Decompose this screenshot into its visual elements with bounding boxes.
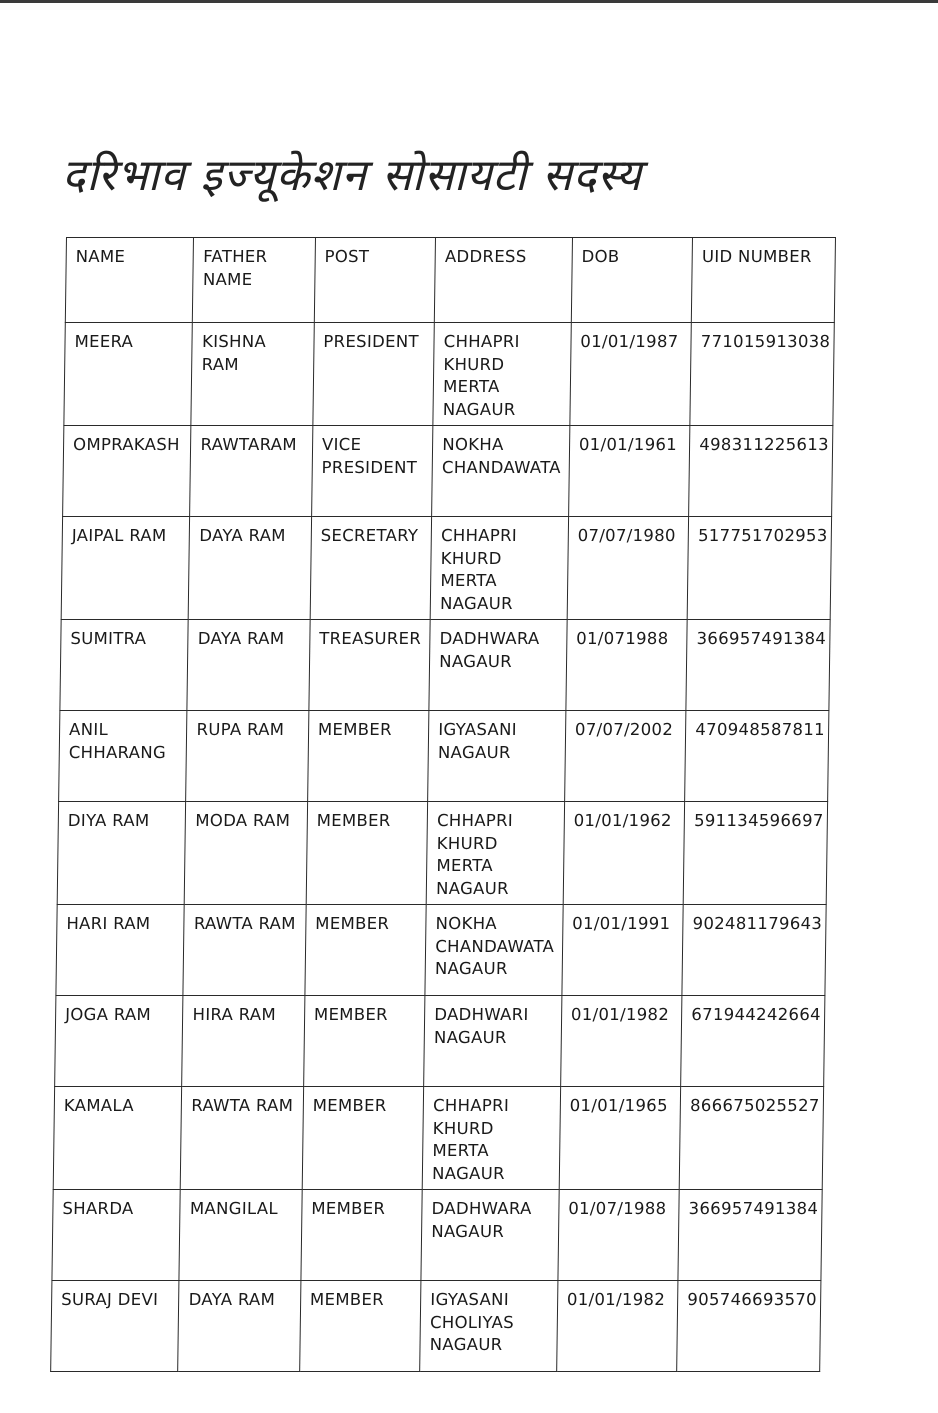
cell-name: JOGA RAM	[55, 996, 184, 1087]
cell-father-name: HIRA RAM	[182, 996, 305, 1087]
address-line: NAGAUR	[434, 959, 508, 978]
cell-uid-number: 671944242664	[681, 996, 825, 1087]
cell-address	[424, 996, 562, 1087]
address-line: KHURD	[440, 548, 502, 568]
address-line: NAGAUR	[437, 742, 511, 762]
address-line: DADHWARA	[431, 1199, 532, 1218]
address-line: NAGAUR	[433, 1027, 507, 1047]
cell-uid-number: 771015913038	[690, 323, 834, 426]
cell-address	[432, 426, 570, 517]
table-row	[57, 802, 827, 905]
table-header-row	[65, 238, 835, 323]
cell-uid-number: 591134596697	[683, 802, 827, 905]
cell-uid-number: 902481179643	[682, 905, 826, 996]
table-row	[61, 517, 831, 620]
cell-post: TREASURER	[309, 620, 431, 711]
cell-uid-number: 366957491384	[686, 620, 830, 711]
cell-uid-number: 366957491384	[678, 1190, 822, 1281]
column-header-uid-number: UID NUMBER	[691, 238, 835, 323]
cell-uid-number: 498311225613	[689, 426, 833, 517]
cell-dob: 01/01/1982	[560, 996, 682, 1087]
cell-father-name: MODA RAM	[185, 802, 308, 905]
cell-name: ANIL CHHARANG	[59, 711, 188, 802]
address-line: KHURD	[443, 354, 505, 374]
cell-post: SECRETARY	[310, 517, 432, 620]
address-line: NAGAUR	[429, 1335, 503, 1354]
address-line: DADHWARI	[434, 1005, 529, 1024]
cell-dob: 01/01/1962	[563, 802, 685, 905]
cell-dob: 01/01/1965	[559, 1087, 681, 1190]
cell-father-name: RUPA RAM	[186, 711, 309, 802]
cell-address	[429, 620, 567, 711]
address-line: NAGAUR	[431, 1221, 505, 1241]
cell-post: MEMBER	[300, 1281, 422, 1372]
cell-address	[430, 517, 568, 620]
cell-dob: 07/07/1980	[567, 517, 689, 620]
column-header-father-name: FATHER NAME	[193, 238, 316, 323]
cell-father-name: RAWTARAM	[190, 426, 313, 517]
cell-father-name: RAWTA RAM	[183, 905, 306, 996]
cell-name: MEERA	[64, 323, 193, 426]
cell-uid-number: 470948587811	[685, 711, 829, 802]
address-line: MERTA	[432, 1141, 490, 1160]
address-line: CHANDAWATA	[441, 457, 561, 477]
cell-post: MEMBER	[307, 711, 429, 802]
cell-address	[433, 323, 571, 426]
cell-name: KAMALA	[53, 1087, 182, 1190]
cell-name: SHARDA	[52, 1190, 181, 1281]
address-line: CHHAPRI	[440, 526, 518, 545]
table-row	[60, 620, 830, 711]
table-row	[59, 711, 829, 802]
cell-address	[426, 802, 564, 905]
address-line: KHURD	[432, 1118, 494, 1138]
cell-post: MEMBER	[305, 905, 427, 996]
cell-uid-number: 905746693570	[677, 1281, 821, 1372]
address-line: NOKHA	[442, 435, 504, 454]
cell-address	[421, 1190, 559, 1281]
address-line: IGYASANI	[438, 720, 518, 739]
address-line: NAGAUR	[431, 1163, 506, 1183]
members-table	[50, 237, 836, 1372]
cell-name: OMPRAKASH	[63, 426, 192, 517]
address-line: CHOLIYAS	[429, 1312, 515, 1332]
table-row	[64, 323, 834, 426]
address-line: NAGAUR	[435, 878, 509, 898]
cell-address	[425, 905, 563, 996]
page-top-border	[0, 0, 938, 3]
cell-dob: 01/01/1961	[568, 426, 690, 517]
cell-uid-number: 517751702953	[687, 517, 831, 620]
address-line: NAGAUR	[439, 651, 513, 671]
table-row	[53, 1087, 823, 1190]
address-line: NAGAUR	[439, 593, 513, 613]
cell-dob: 01/07/1988	[558, 1190, 680, 1281]
column-header-name: NAME	[65, 238, 194, 323]
cell-name: JAIPAL RAM	[61, 517, 190, 620]
cell-post: MEMBER	[302, 1087, 424, 1190]
address-line: IGYASANI	[430, 1290, 510, 1309]
cell-uid-number: 866675025527	[679, 1087, 823, 1190]
table-row	[63, 426, 833, 517]
cell-name: HARI RAM	[56, 905, 185, 996]
address-line: DADHWARA	[439, 629, 540, 648]
cell-father-name: MANGILAL	[179, 1190, 302, 1281]
address-line: MERTA	[436, 856, 494, 875]
table-row	[55, 996, 825, 1087]
column-header-dob: DOB	[571, 238, 693, 323]
cell-post: MEMBER	[303, 996, 425, 1087]
cell-post: VICE PRESIDENT	[311, 426, 433, 517]
cell-dob: 01/01/1987	[570, 323, 692, 426]
address-line: CHHAPRI	[443, 332, 520, 351]
cell-post: PRESIDENT	[313, 323, 435, 426]
cell-dob: 01/01/1982	[557, 1281, 679, 1372]
address-line: MERTA	[440, 571, 498, 590]
cell-dob: 01/01/1991	[562, 905, 684, 996]
table-row	[56, 905, 826, 996]
cell-address	[422, 1087, 560, 1190]
column-header-post: POST	[314, 238, 436, 323]
address-line: CHANDAWATA	[435, 936, 555, 956]
cell-name: SURAJ DEVI	[51, 1281, 180, 1372]
cell-post: MEMBER	[306, 802, 428, 905]
address-line: KHURD	[436, 833, 498, 853]
address-line: MERTA	[442, 377, 500, 396]
cell-father-name: DAYA RAM	[187, 620, 310, 711]
column-header-address: ADDRESS	[434, 238, 572, 323]
cell-dob: 07/07/2002	[564, 711, 686, 802]
table-row	[51, 1281, 821, 1372]
cell-father-name: RAWTA RAM	[181, 1087, 304, 1190]
cell-post: MEMBER	[301, 1190, 423, 1281]
cell-name: SUMITRA	[60, 620, 189, 711]
address-line: NOKHA	[435, 914, 498, 933]
document-heading: दरिभाव इज्यूकेशन सोसायटी सदस्य	[62, 150, 643, 201]
cell-name: DIYA RAM	[57, 802, 186, 905]
address-line: CHHAPRI	[432, 1096, 510, 1115]
cell-dob: 01/071988	[566, 620, 688, 711]
address-line: CHHAPRI	[436, 811, 514, 830]
cell-address	[420, 1281, 558, 1372]
cell-father-name: KISHNA RAM	[191, 323, 314, 426]
cell-address	[428, 711, 566, 802]
cell-father-name: DAYA RAM	[189, 517, 312, 620]
address-line: NAGAUR	[442, 399, 516, 419]
cell-father-name: DAYA RAM	[178, 1281, 301, 1372]
table-row	[52, 1190, 822, 1281]
